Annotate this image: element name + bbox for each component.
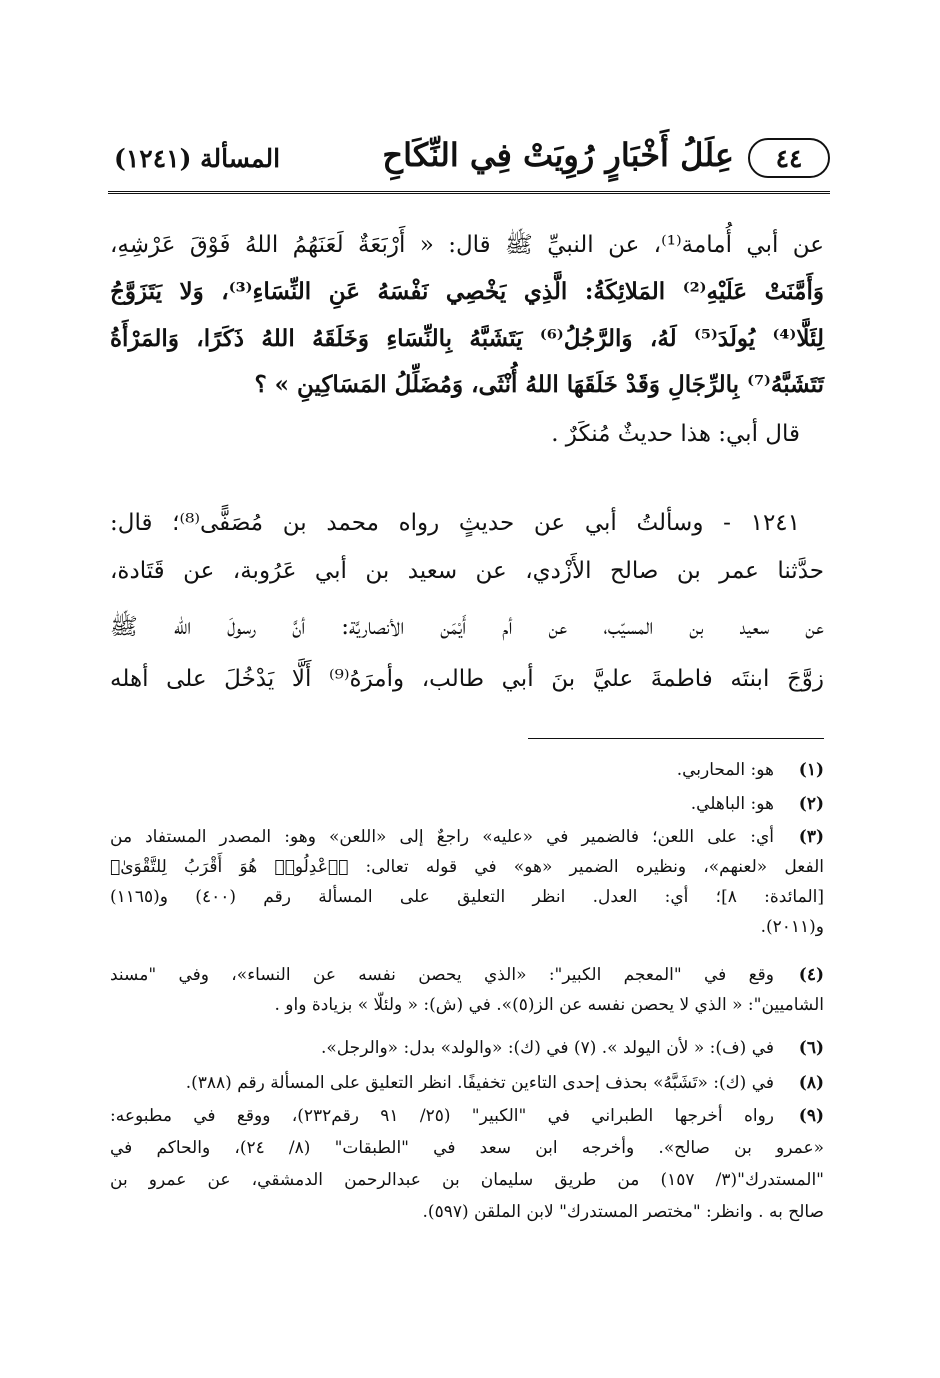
- body-line: قال أبي: هذا حديثٌ مُنكَرٌ .: [551, 421, 800, 447]
- footnote: [110, 1103, 824, 1233]
- body-line: حدَّثنا عمر بن صالح الأَزْدي، عن سعيد بن أبي عَرُوبة، عن قَتَادة،: [110, 558, 824, 584]
- footnote-number: (٨): [798, 1073, 824, 1093]
- footnote: [110, 962, 824, 1022]
- footnote-line: و(٢٠١١).: [760, 917, 824, 937]
- footnote-number: (٦): [798, 1038, 824, 1058]
- footnote-line: صالح به . وانظر: "مختصر المستدرك" لابن الملقن (٥٩٧).: [422, 1202, 824, 1222]
- body-line: زوَّجَ ابنتَه فاطمةَ عليَّ بنَ أبي طالب، وأمرَهُ⁽⁹⁾ أَلَّا يَدْخُلَ على أهله: [110, 666, 825, 692]
- footnote-line: الفعل «لعنهم»، ونظيره الضمير «هو» في قوله تعالى: ﴿ٱعْدِلُوا۟ هُوَ أَقْرَبُ لِلتَّقْوَىٰ﴾: [110, 857, 824, 877]
- footnote-line: أي: على اللعن؛ فالضمير في «عليه» راجعٌ إلى «اللعن» وهو: المصدر المستفاد من: [110, 827, 774, 847]
- footnote-line: في (ف): « لأن اليولد ». (٧) في (ك): «والولد» بدل: «والرجل».: [321, 1038, 774, 1058]
- footnote-line: هو: المحاربي.: [676, 760, 774, 780]
- footnote-line: وقع في "المعجم الكبير": «الذي يحصن نفسه عن النساء»، وفي "مسند: [110, 965, 774, 985]
- issue-heading-line: ١٢٤١ - وسألتُ أبي عن حديثٍ رواه محمد بن مُصَفًّى⁽⁸⁾؛ قال:: [110, 510, 801, 536]
- footnote-separator: [528, 738, 824, 739]
- footnote-line: [المائدة: ٨]؛ أي: العدل. انظر التعليق على المسألة رقم (٤٠٠) و(١١٦٥): [110, 887, 824, 907]
- footnote-line: رواه أخرجها الطبراني في "الكبير" (٢٥/ ٩١ رقم٢٣٢)، ووقع في مطبوعه:: [110, 1106, 775, 1126]
- footnote-number: (٩): [798, 1106, 824, 1126]
- footnote-line: "المستدرك"(٣/ ١٥٧) من طريق سليمان بن عبدالرحمن الدمشقي، عن عمرو بن: [110, 1170, 824, 1190]
- book-title: عِلَلُ أَخْبَارٍ رُوِيَتْ فِي النِّكَاحِ: [382, 136, 734, 174]
- issue-label: المسألة (١٢٤١): [114, 144, 281, 173]
- footnote-number: (٢): [798, 794, 824, 814]
- body-line: لِئَلَّا⁽⁴⁾ يُولَدَ⁽⁵⁾ لَهُ، وَالرَّجُلُ⁽⁶⁾ يَتَشَبَّهُ بِالنِّسَاءِ وَخَلَقَهُ اللهُ ذَكَرًا، وَالمَرْأَةُ: [110, 325, 824, 352]
- page-number: ٤٤: [748, 138, 830, 178]
- footnote-number: (١): [798, 760, 824, 780]
- footnote-line: في (ك): «تَشَبَّهُ» بحذف إحدى التاءين تخفيفًا. انظر التعليق على المسألة رقم (٣٨٨).: [185, 1073, 774, 1093]
- footnote-line: هو: الباهلي.: [690, 794, 774, 814]
- body-line: عن أبي أُمامة⁽¹⁾، عن النبيِّ ﷺ قال: « أَرْبَعَةٌ لَعَنَهُمُ اللهُ فَوْقَ عَرْشِهِ،: [110, 232, 824, 258]
- footnote: [110, 791, 824, 817]
- footnote: [110, 1035, 824, 1061]
- footnote-number: (٣): [798, 827, 824, 847]
- header-rule: [108, 191, 830, 194]
- footnote-line: الشاميين": « الذي لا يحصن نفسه عن الز(٥)». في (ش): « ولئلّا » بزيادة واو .: [274, 995, 824, 1015]
- footnote-number: (٤): [798, 965, 824, 985]
- body-line: عن سعيد بن المسيّب، عن أم أَيْمَن الأنصاريَّة: أنَّ رسولَ الله ﷺ: [110, 614, 824, 640]
- body-line: تَتَشَبَّهُ⁽⁷⁾ بِالرِّجَالِ وَقَدْ خَلَقَهَا اللهُ أُنْثَى، وَمُضَلِّلُ المَسَاكِينِ » ؟: [254, 371, 824, 398]
- footnote: [110, 757, 824, 783]
- footnote: [110, 1070, 824, 1096]
- page-header: [108, 132, 830, 194]
- body-line: وَأَمَّنَتْ عَلَيْهِ⁽²⁾ المَلائِكَةُ: الَّذِي يَخْصِي نَفْسَهُ عَنِ النِّسَاءِ⁽³⁾، وَلا يَتَزَوَّجُ: [110, 278, 824, 305]
- footnote: [110, 824, 824, 954]
- footnote-line: «عمرو بن صالح». وأخرجه ابن سعد في "الطبقات" (٨/ ٢٤)، والحاكم في: [110, 1138, 824, 1158]
